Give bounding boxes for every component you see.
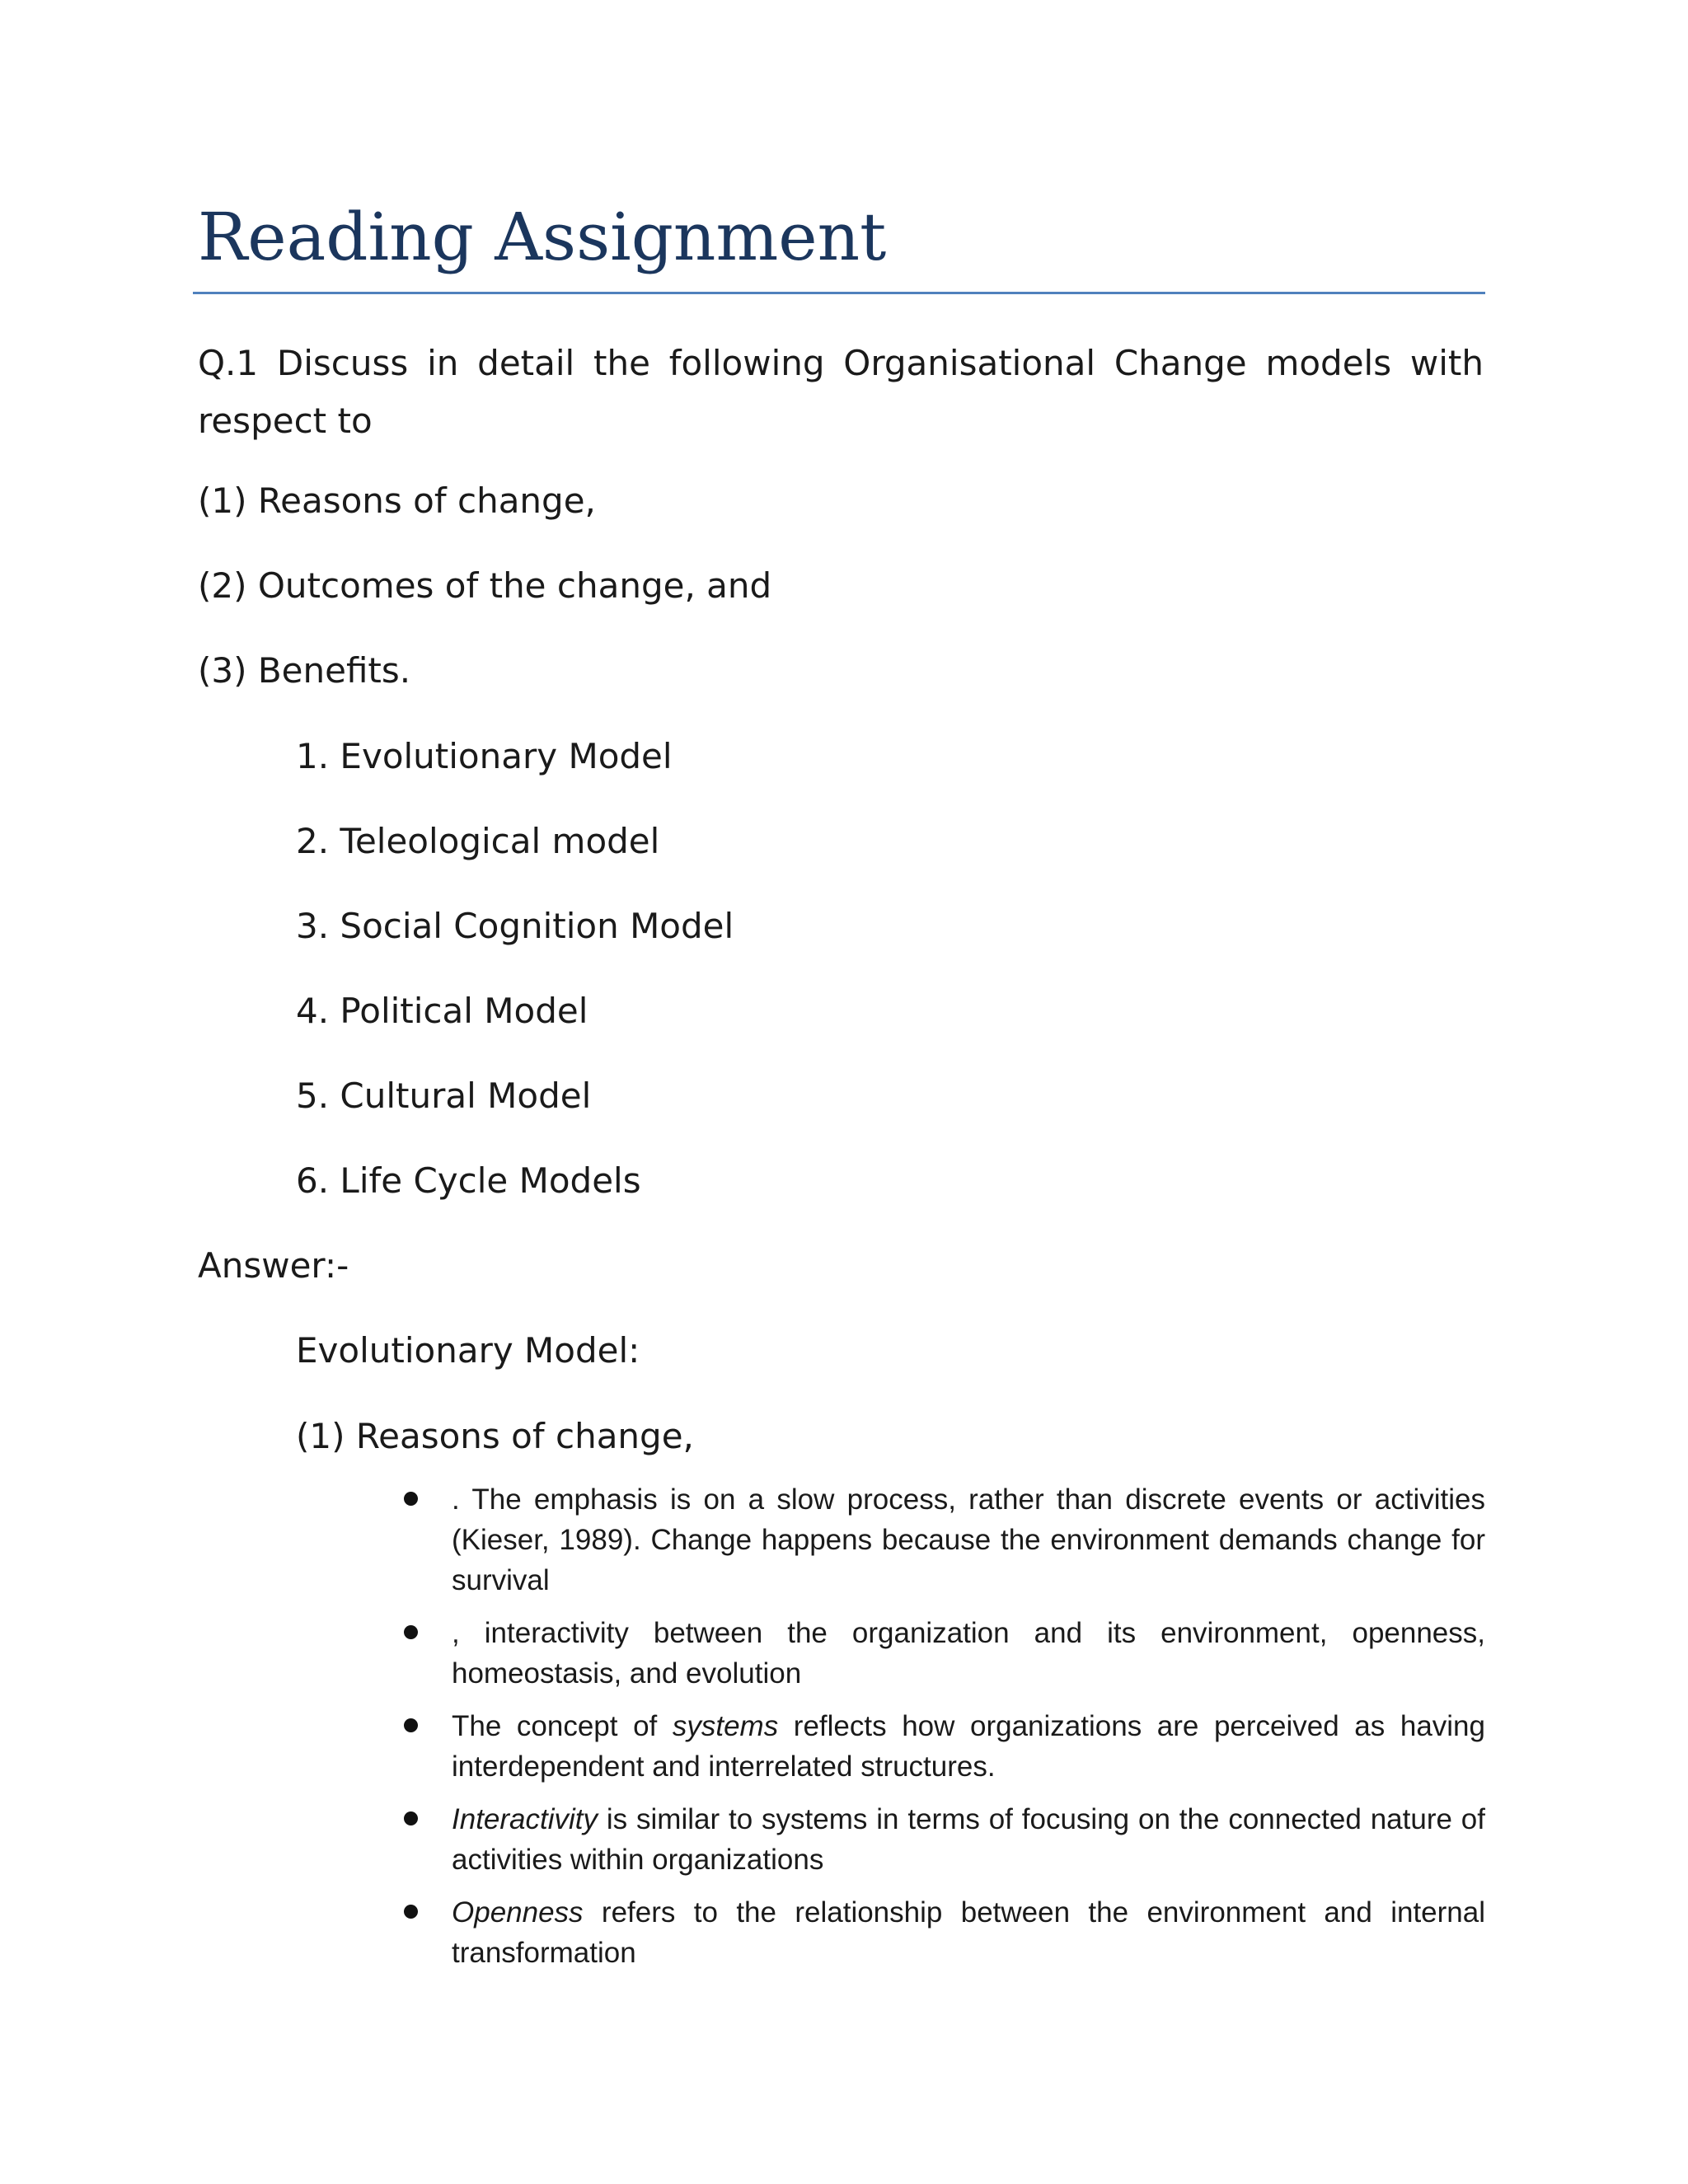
model-item-cultural: 5. Cultural Model bbox=[296, 1076, 592, 1116]
bullet-dot bbox=[404, 1905, 418, 1919]
answer-model-heading: Evolutionary Model: bbox=[296, 1330, 640, 1371]
bullet-text: reflects how organizations are perceived as having interdependent and interrelated structures. bbox=[452, 1710, 1485, 1783]
question-text: Q.1 Discuss in detail the following Organisational Change models with respect to bbox=[198, 343, 1484, 441]
document-title: Reading Assignment bbox=[198, 199, 887, 275]
bullet-item bbox=[396, 1479, 1485, 1601]
bullet-item bbox=[396, 1892, 1485, 1973]
criterion-outcomes: (2) Outcomes of the change, and bbox=[198, 565, 772, 606]
model-item-evolutionary: 1. Evolutionary Model bbox=[296, 736, 673, 776]
bullet-text: is similar to systems in terms of focusing on the connected nature of activities within organizations bbox=[452, 1803, 1485, 1876]
bullet-item bbox=[396, 1706, 1485, 1787]
bullet-text: . The emphasis is on a slow process, rather than discrete events or activities (Kieser, 1989). Change happens because the environment demands change for survival bbox=[452, 1483, 1485, 1596]
model-item-social-cognition: 3. Social Cognition Model bbox=[296, 906, 734, 946]
bullet-item bbox=[396, 1799, 1485, 1880]
bullet-term-interactivity: Interactivity bbox=[452, 1803, 598, 1835]
bullet-text: refers to the relationship between the environment and internal transformation bbox=[452, 1896, 1485, 1969]
criterion-reasons: (1) Reasons of change, bbox=[198, 480, 596, 521]
bullet-text: , interactivity between the organization and its environment, openness, homeostasis, and evolution bbox=[452, 1617, 1485, 1690]
model-item-political: 4. Political Model bbox=[296, 991, 588, 1031]
bullet-item bbox=[396, 1613, 1485, 1694]
answer-section-heading: (1) Reasons of change, bbox=[296, 1416, 694, 1456]
bullet-term-openness: Openness bbox=[452, 1896, 584, 1929]
bullet-prefix: The concept of bbox=[452, 1710, 673, 1742]
bullet-term-systems: systems bbox=[672, 1710, 779, 1742]
bullet-dot bbox=[404, 1811, 418, 1825]
bullet-dot bbox=[404, 1718, 418, 1732]
model-item-life-cycle: 6. Life Cycle Models bbox=[296, 1160, 641, 1201]
model-item-teleological: 2. Teleological model bbox=[296, 821, 660, 861]
title-underline bbox=[193, 292, 1485, 294]
answer-label: Answer:- bbox=[198, 1245, 349, 1286]
bullet-dot bbox=[404, 1492, 418, 1506]
criterion-benefits: (3) Benefits. bbox=[198, 650, 411, 691]
bullet-dot bbox=[404, 1625, 418, 1639]
reasons-bullet-list bbox=[396, 1479, 1485, 1985]
